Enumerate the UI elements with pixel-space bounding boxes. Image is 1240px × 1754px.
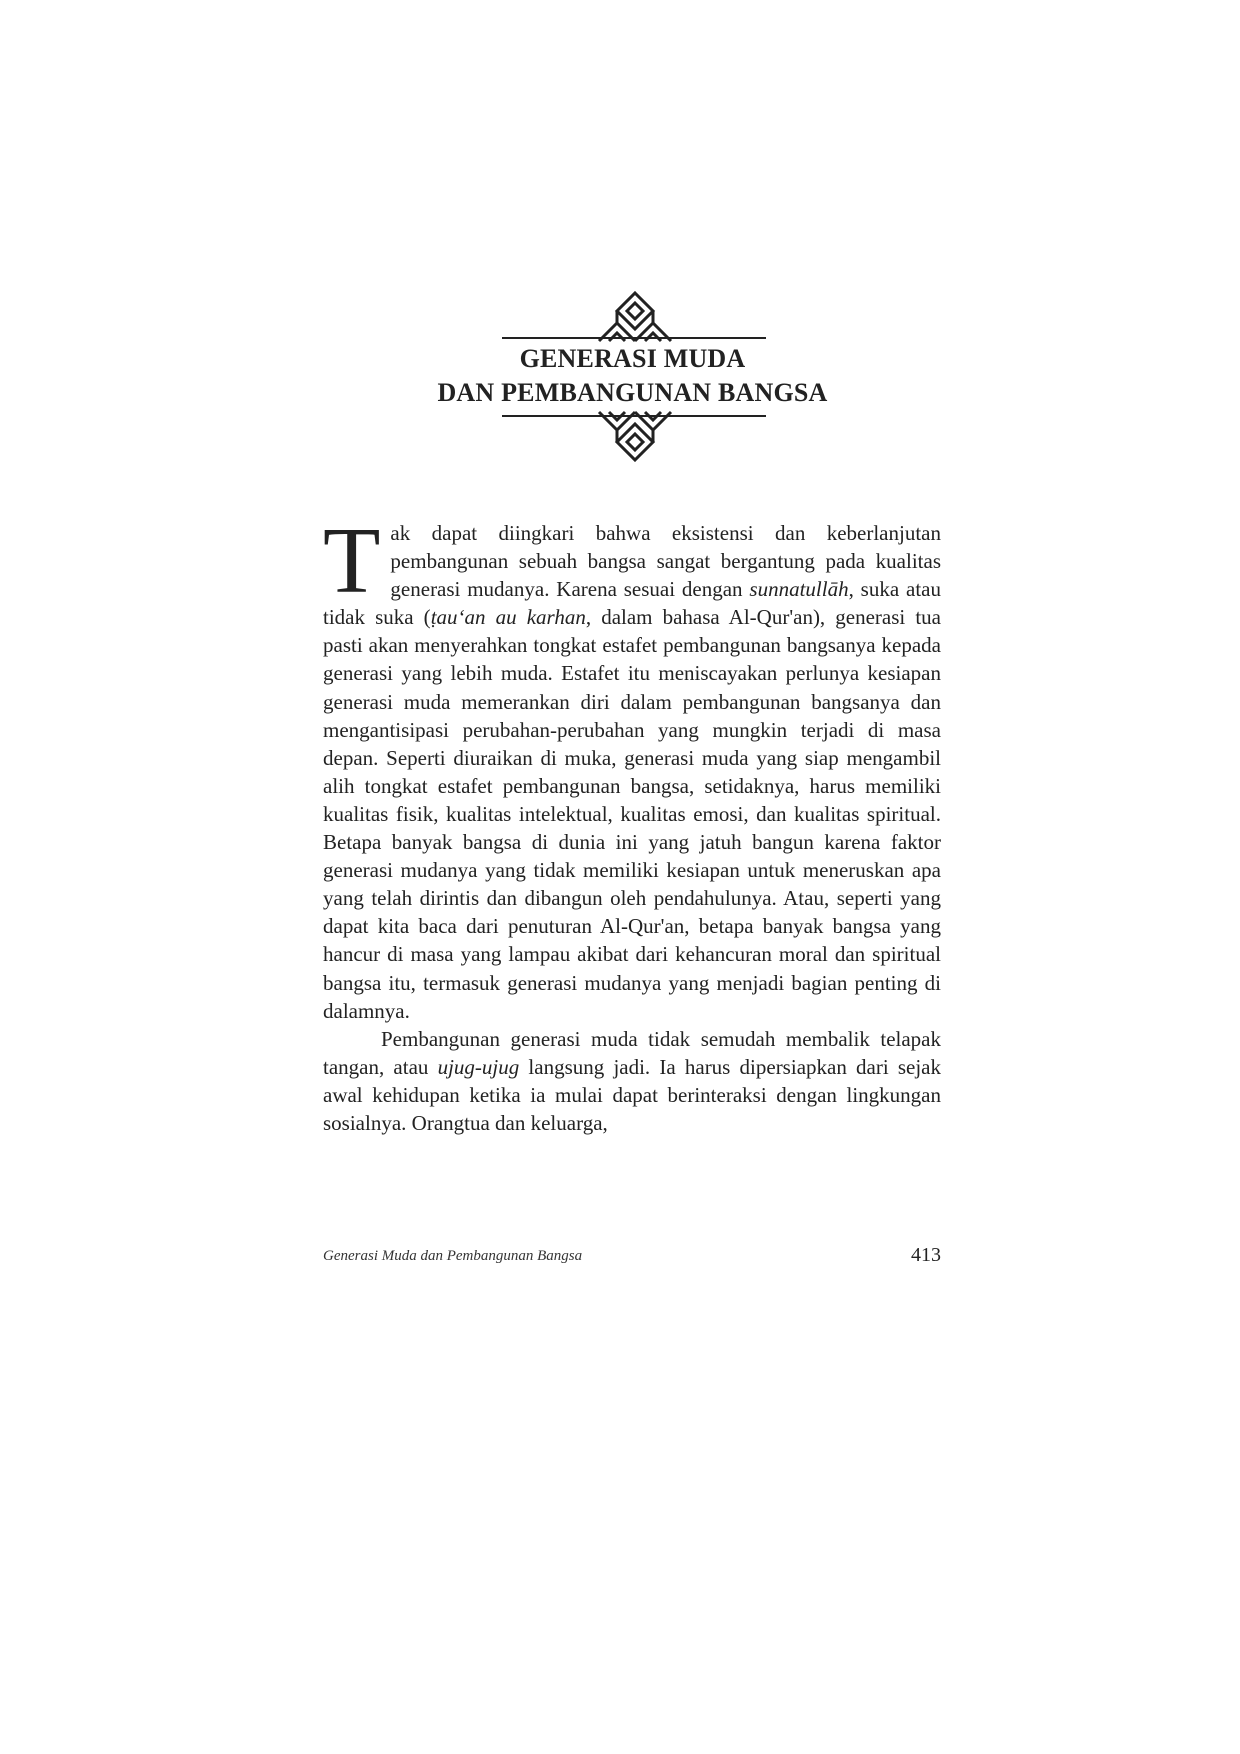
arabesque-ornament-icon	[595, 291, 675, 343]
page-number: 413	[911, 1244, 941, 1266]
running-title: Generasi Muda dan Pembangunan Bangsa	[323, 1248, 583, 1264]
term-ujug-ujug: ujug-ujug	[437, 1054, 520, 1079]
page-footer	[323, 1244, 941, 1270]
chapter-title-line1: GENERASI MUDA	[519, 344, 746, 373]
term-tauan-au-karhan: ṭau‘an au karhan	[430, 605, 586, 630]
paragraph-1-text-a: ak dapat diingkari bahwa eksistensi dan keberlanjutan pembangunan sebuah bangsa sangat bergantung pada kualitas generasi mudanya. Karena sesuai dengan	[390, 521, 941, 602]
drop-cap: T	[323, 509, 381, 613]
paragraph-2	[323, 1025, 941, 1137]
paragraph-1-text-b: , suka atau tidak suka (	[323, 577, 941, 630]
arabesque-ornament-bottom-icon	[595, 410, 675, 462]
chapter-body	[323, 509, 942, 1137]
chapter-title-line2: DAN PEMBANGUNAN BANGSA	[437, 378, 828, 407]
paragraph-1	[323, 509, 942, 1025]
term-sunnatullah: sunnatullāh	[749, 577, 849, 602]
chapter-title	[360, 342, 905, 410]
paragraph-2-text-b: langsung jadi. Ia harus dipersiapkan dari sejak awal kehidupan ketika ia mulai dapat berinteraksi dengan lingkungan sosialnya. Orangtua dan keluarga,	[323, 1054, 941, 1135]
title-top-rule	[502, 337, 766, 339]
paragraph-2-text-a: Pembangunan generasi muda tidak semudah membalik telapak tangan, atau	[323, 1026, 941, 1079]
paragraph-1-text-c: , dalam bahasa Al-Qur'an), generasi tua pasti akan menyerahkan tongkat estafet pembangunan bangsanya kepada generasi yang lebih muda. Estafet itu meniscayakan perlunya kesiapan generasi muda memerankan diri dalam pembangunan bangsanya dan mengantisipasi perubahan-perubahan yang mungkin terjadi di masa depan. Seperti diuraikan di muka, generasi muda yang siap mengambil alih tongkat estafet pembangunan bangsa, setidaknya, harus memiliki kualitas fisik, kualitas intelektual, kualitas emosi, dan kualitas spiritual. Betapa banyak bangsa di dunia ini yang jatuh bangun karena faktor generasi mudanya yang tidak memiliki kesiapan untuk meneruskan apa yang telah dirintis dan dibangun oleh pendahulunya. Atau, seperti yang dapat kita baca dari penuturan Al-Qur'an, betapa banyak bangsa yang hancur di masa yang lampau akibat dari kehancuran moral dan spiritual bangsa itu, termasuk generasi mudanya yang menjadi bagian penting di dalamnya.	[323, 605, 942, 1023]
